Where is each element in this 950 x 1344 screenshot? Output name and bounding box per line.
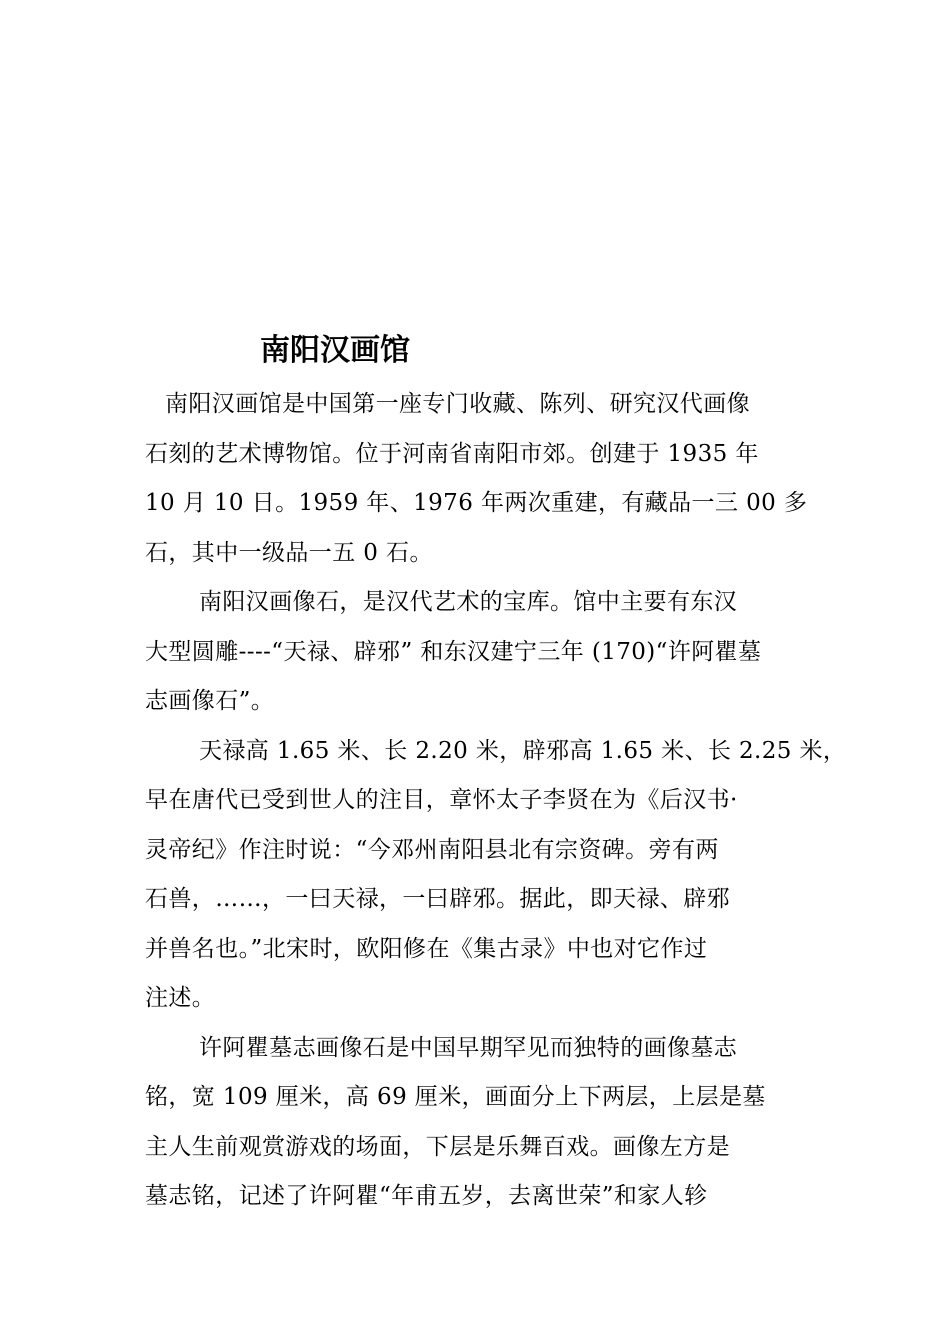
paragraph-line: 主人生前观赏游戏的场面，下层是乐舞百戏。画像左方是: [145, 1133, 730, 1160]
document-title: 南阳汉画馆: [260, 333, 410, 368]
paragraph-line: 南阳汉画像石，是汉代艺术的宝库。馆中主要有东汉: [199, 589, 738, 615]
paragraph-line: 注述。: [145, 985, 216, 1011]
paragraph-line: 大型圆雕----“天禄、辟邪” 和东汉建宁三年 (170)“许阿瞿墓: [145, 638, 762, 665]
paragraph-line: 石兽，……，一曰天禄，一曰辟邪。据此，即天禄、辟邪: [145, 886, 730, 912]
paragraph-line: 天禄高 1.65 米、长 2.20 米，辟邪高 1.65 米、长 2.25 米，: [199, 737, 847, 764]
paragraph-line: 铭，宽 109 厘米，高 69 厘米，画面分上下两层，上层是墓: [145, 1084, 766, 1110]
paragraph-line: 并兽名也。”北宋时，欧阳修在《集古录》中也对它作过: [145, 935, 708, 962]
paragraph-line: 许阿瞿墓志画像石是中国早期罕见而独特的画像墓志: [199, 1034, 738, 1061]
paragraph-line: 灵帝纪》作注时说：“今邓州南阳县北有宗资碑。旁有两: [145, 836, 719, 863]
paragraph-line: 石，其中一级品一五 0 石。: [145, 539, 433, 566]
paragraph-line: 南阳汉画馆是中国第一座专门收藏、陈列、研究汉代画像: [165, 391, 750, 417]
document-body: [145, 380, 847, 1222]
paragraph-line: 石刻的艺术博物馆。位于河南省南阳市郊。创建于 1935 年: [145, 440, 759, 467]
paragraph-line: 志画像石”。: [145, 688, 275, 714]
paragraph-line: 10 月 10 日。1959 年、1976 年两次重建，有藏品一三 00 多: [145, 490, 808, 516]
paragraph-line: 早在唐代已受到世人的注目，章怀太子李贤在为《后汉书·: [145, 787, 738, 813]
paragraph-line: 墓志铭，记述了许阿瞿“年甫五岁，去离世荣”和家人轸: [145, 1183, 708, 1209]
